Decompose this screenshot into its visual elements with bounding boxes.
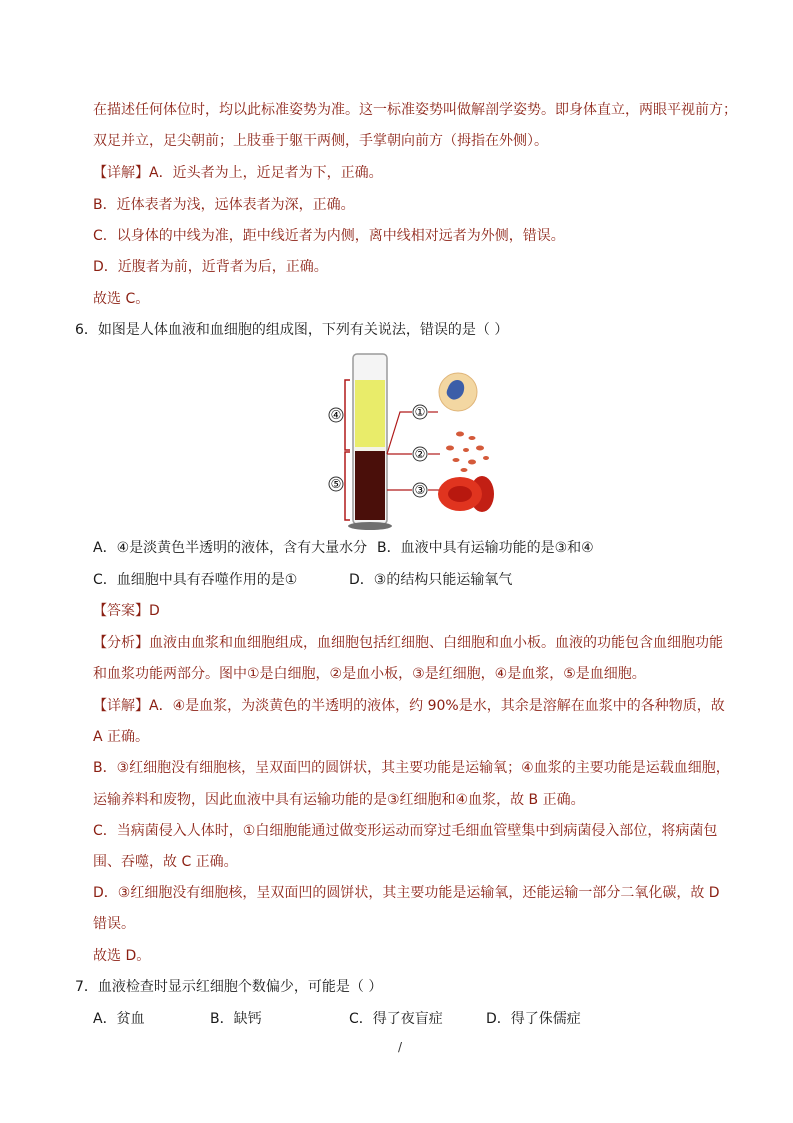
red-blood-cells	[438, 476, 494, 512]
blood-composition-figure	[320, 352, 500, 532]
q6-option-c: C．血细胞中具有吞噬作用的是①	[93, 572, 298, 588]
detail-a: A．近头者为上，近足者为下，正确。	[149, 165, 383, 181]
intro-line-1: 在描述任何体位时，均以此标准姿势为准。这一标准姿势叫做解剖学姿势。即身体直立，两眼平视前方；	[93, 102, 737, 118]
q5-detail-d: D．近腹者为前，近背者为后，正确。	[93, 259, 328, 275]
q5-detail-c: C．以身体的中线为准，距中线近者为内侧，离中线相对远者为外侧，错误。	[93, 228, 565, 244]
q7-option-a: A．贫血	[93, 1011, 145, 1027]
q6-detail-c1: C．当病菌侵入人体时，①白细胞能通过做变形运动而穿过毛细血管壁集中到病菌侵入部位，将病菌包	[93, 823, 718, 839]
q6-analysis-1: 【分析】血液由血浆和血细胞组成，血细胞包括红细胞、白细胞和血小板。血液的功能包含血细胞功能	[93, 635, 723, 651]
q6-detail-a1: 【详解】A．④是血浆，为淡黄色的半透明的液体，约 90%是水，其余是溶解在血浆中的各种物质，故	[93, 698, 725, 714]
q6-option-d: D．③的结构只能运输氧气	[349, 572, 513, 588]
q6-detail-a2: A 正确。	[93, 729, 150, 745]
q7-option-d: D．得了侏儒症	[486, 1011, 581, 1027]
label-4: ④	[330, 408, 342, 422]
q6-detail-d1: D．③红细胞没有细胞核，呈双面凹的圆饼状，其主要功能是运输氧，还能运输一部分二氧化碳，故 D	[93, 885, 720, 901]
intro-line-2: 双足并立，足尖朝前；上肢垂于躯干两侧，手掌朝向前方（拇指在外侧）。	[93, 133, 548, 149]
test-tube	[348, 354, 392, 530]
q5-detail-b: B．近体表者为浅，远体表者为深，正确。	[93, 197, 355, 213]
q6-option-b: B．血液中具有运输功能的是③和④	[377, 540, 594, 556]
label-2: ②	[414, 447, 426, 461]
q6-detail-d2: 错误。	[93, 916, 135, 932]
white-blood-cell	[439, 373, 477, 411]
q6-conclusion: 故选 D。	[93, 948, 151, 964]
q6-answer: 【答案】D	[93, 603, 160, 619]
q6-detail-b1: B．③红细胞没有细胞核，呈双面凹的圆饼状，其主要功能是运输氧；④血浆的主要功能是运载血细胞，	[93, 760, 730, 776]
q7-option-c: C．得了夜盲症	[349, 1011, 443, 1027]
q6-option-a: A．④是淡黄色半透明的液体，含有大量水分	[93, 540, 368, 556]
detail-tag: 【详解】	[93, 165, 149, 181]
platelets	[446, 432, 489, 473]
label-3: ③	[414, 483, 426, 497]
q6-stem: 6．如图是人体血液和血细胞的组成图，下列有关说法，错误的是（ ）	[75, 322, 509, 338]
q7-option-b: B．缺钙	[210, 1011, 262, 1027]
q7-stem: 7．血液检查时显示红细胞个数偏少，可能是（ ）	[75, 979, 383, 995]
q6-analysis-2: 和血浆功能两部分。图中①是白细胞，②是血小板，③是红细胞，④是血浆，⑤是血细胞。	[93, 666, 646, 682]
q5-conclusion: 故选 C。	[93, 291, 150, 307]
q6-detail-b2: 运输养料和废物，因此血液中具有运输功能的是③红细胞和④血浆，故 B 正确。	[93, 792, 585, 808]
label-1: ①	[414, 405, 426, 419]
label-5: ⑤	[330, 477, 342, 491]
page-mark: /	[398, 1040, 403, 1054]
q6-detail-c2: 围、吞噬，故 C 正确。	[93, 854, 238, 870]
q5-detail	[93, 163, 383, 183]
